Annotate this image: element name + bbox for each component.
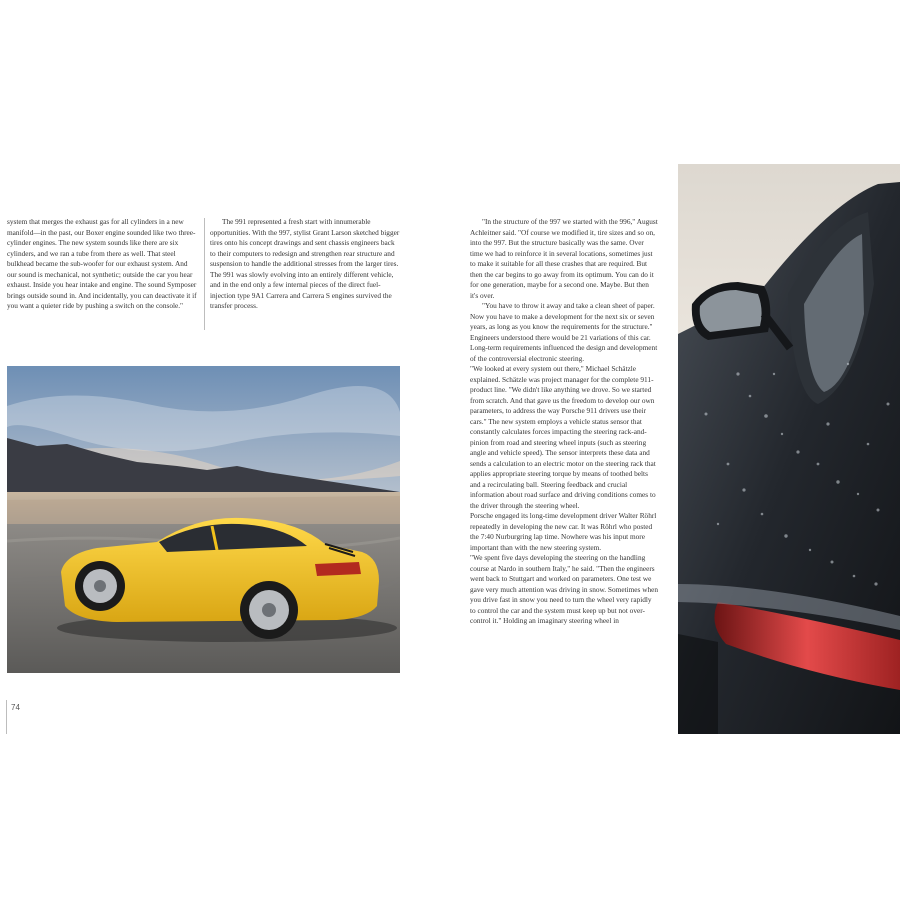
column-divider bbox=[204, 218, 205, 330]
text-column-2 bbox=[210, 217, 400, 312]
paragraph: "In the structure of the 997 we started with the 996," August Achleitner said. "Of course we modified it, tire sizes and so on, into the 997. But the structure basically was the same. Over time we had to reinforce it in several locations, sometimes just to make it suitable for all these crashes that are required. But then the car begins to go away from its optimum. You can do it for one generation, maybe for a second one. Maybe. But then it's over. bbox=[470, 217, 658, 300]
page-number: 74 bbox=[11, 703, 20, 712]
page-number-rule bbox=[6, 700, 7, 734]
paragraph: "We looked at every system out there," Michael Schätzle explained. Schätzle was project manager for the complete 911-product line. "We didn't like anything we drove. So we started from scratch. And that gave us the freedom to develop our own parameters, to address the way Porsche 911 drivers use their cars." The new system employs a vehicle status sensor that constantly calculates forces impacting the steering rack-and-pinion from road and steering wheel inputs (such as steering angle and vehicle speed). The sensor interprets these data and sends a calculation to an electric motor on the steering rack that applies appropriate steering torque by means of toothed belts and a recirculating ball. Steering feedback and crucial information about road surface and driving conditions comes to the driver through the steering wheel. bbox=[470, 364, 656, 510]
paragraph: "We spent five days developing the steering on the handling course at Nardo in southern Italy," he said. "Then the engineers went back to Stuttgart and worked on parameters. One test we gave very much attention was driving in snow. Sometimes when you drive fast in snow you need to turn the wheel very rapidly to control the car and the system must keep up but not over-control it." Holding an imaginary steering wheel in bbox=[470, 553, 658, 625]
paragraph: Porsche engaged its long-time development driver Walter Röhrl repeatedly in developing the new car. It was Röhrl who posted the 7:40 Nurburgring lap time. Nowhere was his input more important than with the new steering system. bbox=[470, 511, 657, 552]
text-column-1 bbox=[7, 217, 197, 312]
text-column-3 bbox=[470, 217, 658, 627]
paragraph: system that merges the exhaust gas for all cylinders in a new manifold—in the past, our Boxer engine sounded like two three-cylinder engines. The new system sounds like there are six cylinders, and we ran a tube from there as well. That steel bulkhead became the sub-woofer for our exhaust system. And our sound is mechanical, not synthetic; outside the car you hear exhaust. Inside you hear intake and engine. The sound Symposer brings outside sound in. And incidentally, you can deactivate it if you want a quieter ride by pushing a switch on the console." bbox=[7, 217, 197, 310]
yellow-porsche-photo bbox=[7, 366, 400, 673]
paragraph: The 991 represented a fresh start with innumerable opportunities. With the 997, stylist Grant Larson sketched bigger tires onto his concept drawings and sent chassis engineers back to their computers to redesign and strengthen rear structure and suspension to handle the additional stresses from the larger tires. The 991 was slowly evolving into an entirely different vehicle, and in the end only a few internal pieces of the direct fuel-injection type 9A1 Carrera and Carrera S engines survived the transfer process. bbox=[210, 217, 400, 310]
paragraph: "You have to throw it away and take a clean sheet of paper. Now you have to make a development for the next six or seven years, as long as you know the requirements for the structure." Engineers understood there would be 21 variations of this car. Long-term requirements influenced the design and development of the controversial electronic steering. bbox=[470, 301, 658, 363]
black-porsche-photo bbox=[678, 164, 900, 734]
